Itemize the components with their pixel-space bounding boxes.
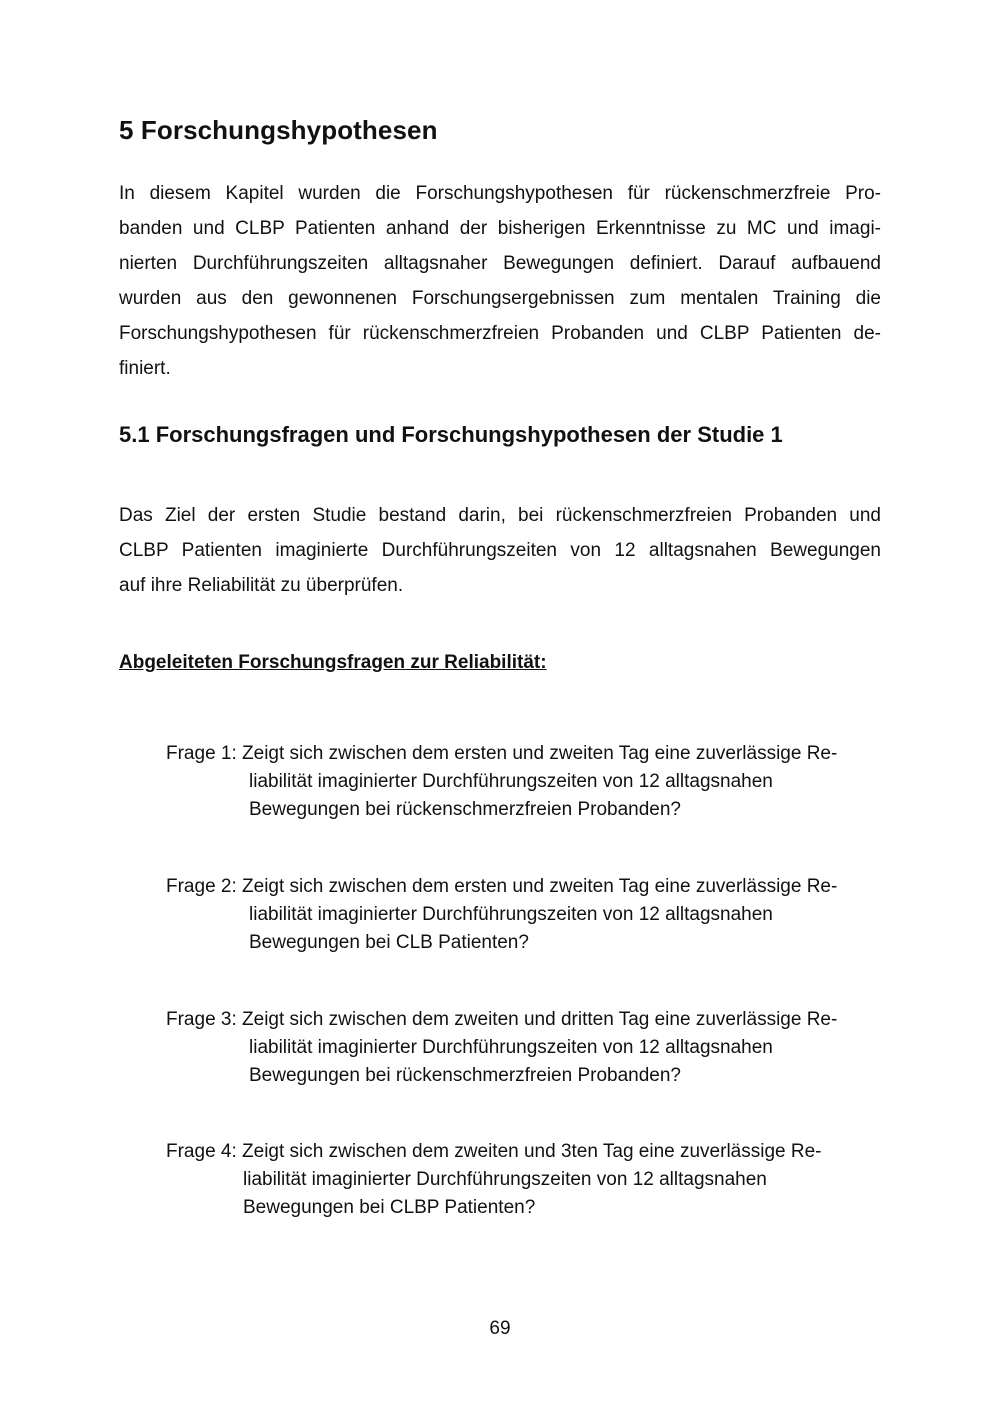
question-line: Bewegungen bei rückenschmerzfreien Probanden? xyxy=(249,1065,681,1086)
question-line: Frage 4: Zeigt sich zwischen dem zweiten und 3ten Tag eine zuverlässige Re- xyxy=(166,1141,822,1162)
question-line: Bewegungen bei CLBP Patienten? xyxy=(243,1197,536,1218)
question-line: Frage 1: Zeigt sich zwischen dem ersten und zweiten Tag eine zuverlässige Re- xyxy=(166,743,838,764)
intro-line: In diesem Kapitel wurden die Forschungshypothesen für rückenschmerzfreie Pro- xyxy=(119,183,881,204)
goal-line: CLBP Patienten imaginierte Durchführungszeiten von 12 alltagsnahen Bewegungen xyxy=(119,540,881,561)
goal-line: auf ihre Reliabilität zu überprüfen. xyxy=(119,575,404,596)
intro-paragraph xyxy=(119,176,881,386)
question-line: Frage 3: Zeigt sich zwischen dem zweiten und dritten Tag eine zuverlässige Re- xyxy=(166,1009,838,1030)
question-line: liabilität imaginierter Durchführungszeiten von 12 alltagsnahen xyxy=(249,904,773,925)
intro-line: banden und CLBP Patienten anhand der bisherigen Erkenntnisse zu MC und imagi- xyxy=(119,218,881,239)
question-line: Bewegungen bei CLB Patienten? xyxy=(249,932,529,953)
question-line: liabilität imaginierter Durchführungszeiten von 12 alltagsnahen xyxy=(249,771,773,792)
intro-line: wurden aus den gewonnenen Forschungsergebnissen zum mentalen Training die xyxy=(119,288,881,309)
intro-line: Forschungshypothesen für rückenschmerzfreien Probanden und CLBP Patienten de- xyxy=(119,323,881,344)
question-2 xyxy=(166,873,837,957)
question-1 xyxy=(166,740,837,824)
question-3 xyxy=(166,1006,837,1090)
questions-heading: Abgeleiteten Forschungsfragen zur Reliabilität: xyxy=(119,652,547,673)
page-number: 69 xyxy=(489,1318,511,1339)
chapter-heading: 5 Forschungshypothesen xyxy=(119,115,438,145)
section-heading: 5.1 Forschungsfragen und Forschungshypothesen der Studie 1 xyxy=(119,422,783,447)
intro-line: finiert. xyxy=(119,358,171,379)
question-line: liabilität imaginierter Durchführungszeiten von 12 alltagsnahen xyxy=(249,1037,773,1058)
question-4 xyxy=(166,1138,822,1222)
question-line: Frage 2: Zeigt sich zwischen dem ersten und zweiten Tag eine zuverlässige Re- xyxy=(166,876,838,897)
goal-paragraph xyxy=(119,498,881,603)
question-line: liabilität imaginierter Durchführungszeiten von 12 alltagsnahen xyxy=(243,1169,767,1190)
question-line: Bewegungen bei rückenschmerzfreien Probanden? xyxy=(249,799,681,820)
intro-line: nierten Durchführungszeiten alltagsnaher Bewegungen definiert. Darauf aufbauend xyxy=(119,253,881,274)
goal-line: Das Ziel der ersten Studie bestand darin, bei rückenschmerzfreien Probanden und xyxy=(119,505,881,526)
